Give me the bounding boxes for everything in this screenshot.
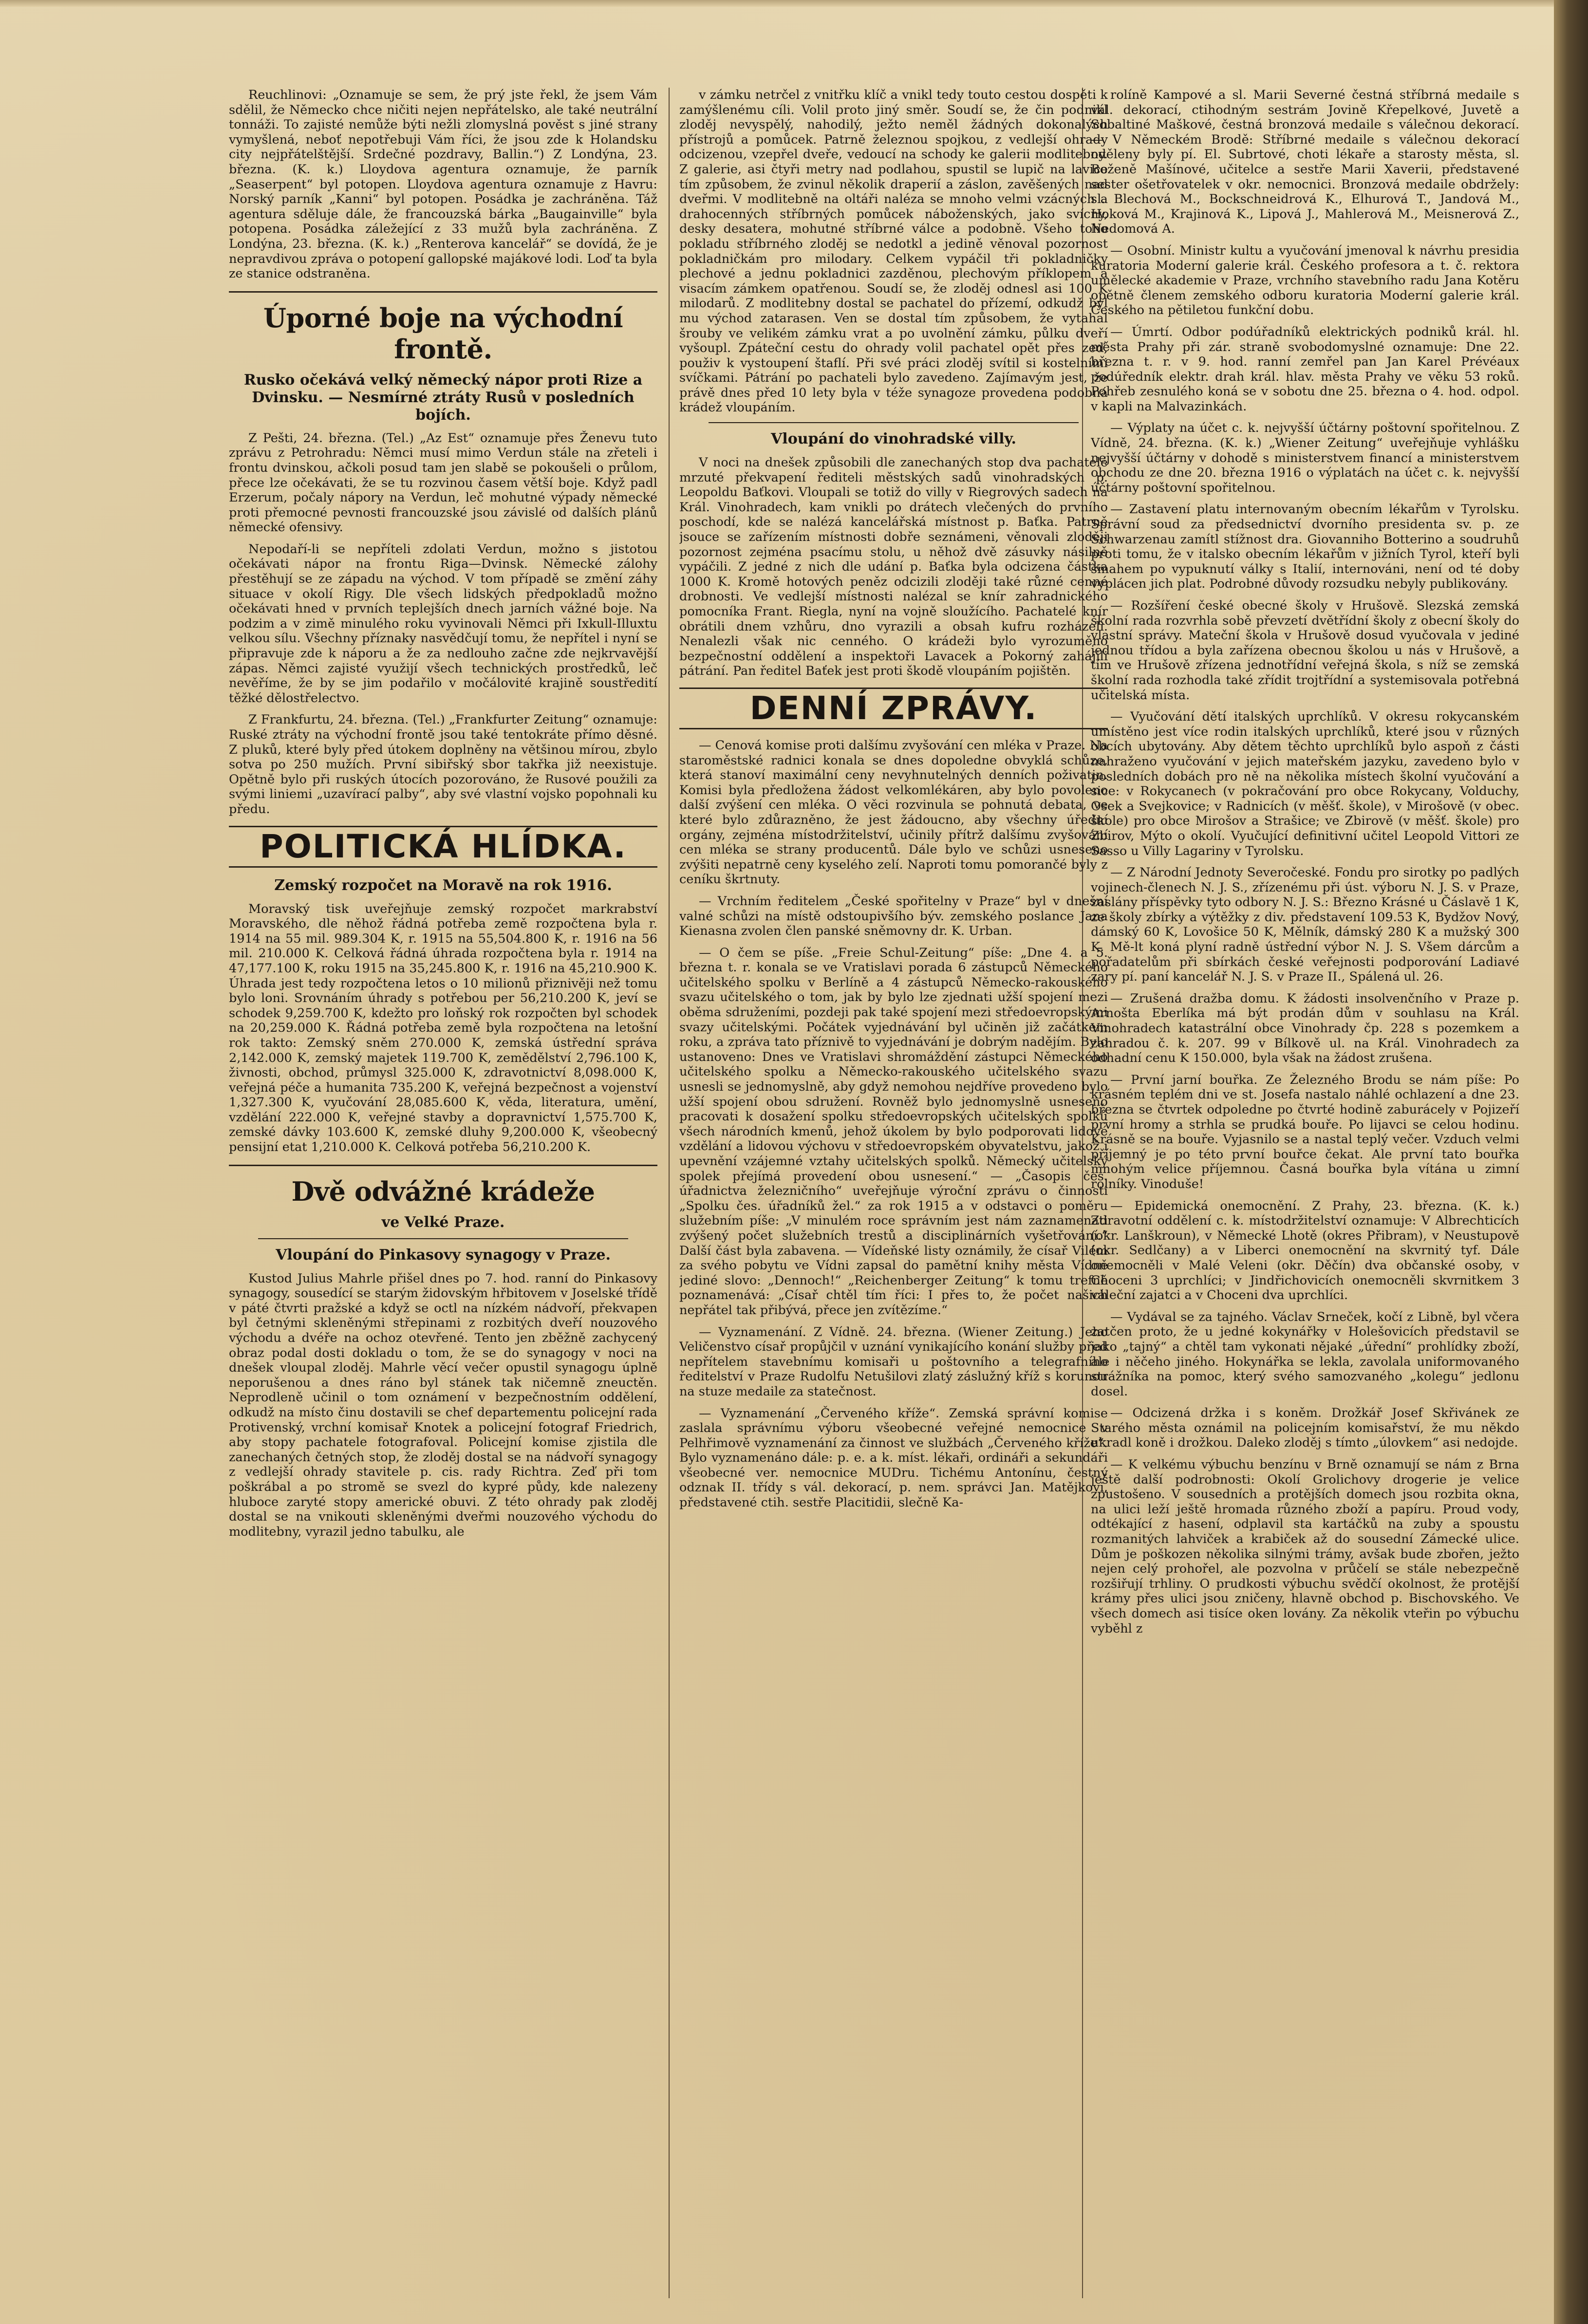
news-item: — Cenová komise proti dalšímu zvyšování cen mléka v Praze. Na staroměstské radnici konala se dnes dopoledne obvyklá schůze, která stanoví maximální ceny nevyhnutelných denních poživatin. Komisi byla předložena žádost velkomlékáren, aby bylo povoleno další zvýšení cen mléka. O věci rozvinula se pohnutá debata, ve které bylo zdůrazněno, že jest žádoucno, aby všechny úřední orgány, zejména místodržitelství, učinily přítrž dalšímu zvyšování cen mléka se strany producentů. Dále bylo ve schůzi usneseno zvýšiti nepatrně ceny kyselého zelí. Naproti tomu pomorančé byly z ceníku škrtnuty.	[679, 738, 1108, 887]
article-text: Reuchlinovi: „Oznamuje se sem, že prý jste řekl, že jsem Vám sdělil, že Německo chce ničiti nejen nepřátelsko, ale také neutrální tonnáži. To zajisté nemůže býti nežli zlomyslná pověst s jiné strany vymyšlená, neboť nepotřebuji Vám říci, že jsou zde k Holandsku city nejpřátelštější. Srdečné pozdravy, Ballin.“) Z Londýna, 23. března. (K. k.) Lloydova agentura oznamuje, že parník „Seaserpent“ byl potopen. Lloydova agentura oznamuje z Havru: Norský parník „Kanni“ byl potopen. Posádka je zachráněna. Táž agentura sděluje dále, že francouzská bárka „Baugainville“ byla potopena. Posádka záležející z 33 mužů byla zachráněna. Z Londýna, 23. března. (K. k.) „Renterova kancelář“ se dovídá, že je nepravdivou zpráva o potopení gallopské majákové lodi. Loď ta byla ze stanice odstraněna.	[229, 88, 657, 281]
divider	[709, 422, 1079, 423]
news-item: — Vrchním ředitelem „České spořitelny v Praze“ byl v dnešní valné schůzi na místě odstoupivšího býv. zemského poslance Jana Kienasna zvolen člen panské sněmovny dr. K. Urban.	[679, 893, 1108, 939]
news-item: — Rozšíření české obecné školy v Hrušově. Slezská zemská školní rada rozvrhla sobě převzetí dvětřídní školy z obecní školy do vlastní správy. Mateční škola v Hrušově dosud vyučovala v jediné jednou třídou a byla zařízena obecnou školou u nás v Hrušově, a tím ve Hrušově zřízena jednotřídní veřejná škola, s níž se zemská školní rada rozhodla také zřídit trojtřídní a systemisovala potřebná učitelská místa.	[1091, 598, 1519, 703]
section-rule	[229, 1165, 657, 1166]
article-headline: Vloupání do Pinkasovy synagogy v Praze.	[276, 1246, 611, 1264]
news-item: — Zrušená dražba domu. K žádosti insolvenčního v Praze p. Arnošta Eberlíka má být prodán dům v souhlasu na Král. Vinohradech katastrální obce Vinohrady čp. 228 s pozemkem a zahradou č. k. 207. 99 v Bílkově ul. na Král. Vinohradech za odhadní cenu K 150.000, byla však na žádost zrušena.	[1091, 991, 1519, 1066]
news-item: — Odcizená držka i s koněm. Drožkář Josef Skřivánek ze Starého města oznámil na policejním komisařství, že mu někdo ukradl koně i drožkou. Daleko zloděj s tímto „úlovkem“ asi nedojde.	[1091, 1406, 1519, 1450]
news-item: — Vyznamenání „Červeného kříže“. Zemská správní komise zaslala správnímu výboru všeobecné veřejné nemocnice v Pelhřimově vyznamenání za činnost ve službách „Červeného kříže“. Bylo vyznamenáno dále: p. e. a k. míst. lékaři, ordináři a sekundáři všeobecné ver. nemocnice MUDru. Tichému Antonínu, čestný odznak II. třídy s vál. dekorací, p. nem. správci Jan. Matějkovi, představené ctih. sestře Placitidii, slečně Ka-	[679, 1406, 1108, 1510]
article-paragraph: Z Frankfurtu, 24. března. (Tel.) „Frankfurter Zeitung“ oznamuje: Ruské ztráty na východní frontě jsou také tentokráte přímo děsné. Z pluků, které byly před útokem doplněny na většinou mírou, zbylo sotva po 250 mužích. První sibiřský sbor takřka již neexistuje. Opětně bylo při ruských útocích pozorováno, že Rusové použili za svými liniemi „uzavírací palby“, aby své vlastní vojsko popohnali ku předu.	[229, 712, 657, 817]
column-divider	[669, 88, 670, 2298]
news-item: — O čem se píše. „Freie Schul-Zeitung“ píše: „Dne 4. a 5. března t. r. konala se ve Vratislavi porada 6 zástupců Německého učitelského spolku v Berlíně a 4 zástupců Německo-rakouského svazu učitelského o tom, jak by bylo lze zjednati užší spojení mezi oběma sdruženími, pozdeji pak také spojení mezi středoevropskými svazy učitelskými. Počátek vyjednávání byl učiněn již začátkem roku, a zpráva tato příznivě to vyjednávání je dobrým nadějím. Bylo ustanoveno: Dnes ve Vratislavi shromáždění zástupci Německého učitelského spolku a Německo-rakouského učitelského svazu usnesli se jednomyslně, aby gdyž nemohou nejdříve provedeno bylo užší spojení obou sdružení. Rovněž bylo jednomyslně usneseno pracovati k dosažení spolku středoevropských učitelských spolků všech národních kmenů, jehož úkolem by bylo podporovati lidové vzdělání a lidovou výchovu v středoevropském obyvatelstvu, jakož i upevnění vzájemné vztahy učitelských spolků. Německý učitelský spolek přejímá provedení obou usnesení.“ — „Časopis čes. úřadnictva železničního“ uveřejňuje výroční zprávu o činnosti „Spolku čes. úřadníků žel.“ za rok 1915 a v odstavci o poměru služebním píše: „V minulém roce správním jest nám zaznamenati zvýšený počet služebních trestů a disciplinárních vyšetřování.“ Další část byla zabavena. — Vídeňské listy oznámily, že císař Vilém za svého pobytu ve Vídni zapsal do pamětní knihy města Vídně jediné slovo: „Dennoch!“ „Reichenberger Zeitung“ k tomu trefně poznamenává: „Císař chtěl tím říci: I přes to, že počet našich nepřátel tak přibývá, přece jen zvítězíme.“	[679, 945, 1108, 1318]
news-item: — Výplaty na účet c. k. nejvyšší účtárny poštovní spořitelnou. Z Vídně, 24. března. (K. k.) „Wiener Zeitung“ uveřejňuje vyhlášku nejvyšší účtárny v dohodě s ministerstvem financí a ministerstvem obchodu ze dne 20. března 1916 o výplatách na účet c. k. nejvyšší účtárny poštovní spořitelnou.	[1091, 421, 1519, 495]
article-paragraph: Kustod Julius Mahrle přišel dnes po 7. hod. ranní do Pinkasovy synagogy, sousedící se starým židovským hřbitovem v Joselské třídě v páté čtvrti pražské a když se octl na nízkém nádvoří, překvapen byl četnými skleněnými střepinami z rozbitých dveří nouzového východu a dvéře na ochoz otevřené. Tento jen zběžně zachycený obraz podal dosti dokladu o tom, že se do synagogy v noci na dnešek vloupal zloděj. Mahrle věcí večer opustil synagogu úplně neporušenou a dnes ráno byl stánek tak ničemně zneuctěn. Neprodleně učinil o tom oznámení v bezpečnostním oddělení, odkudž na místo činu dostavili se chef departementu policejní rada Protivenský, vrchní komisař Knotek a policejní fotograf Friedrich, aby stopy pachatele fotografoval. Policejní komise zjistila dle zanechaných četných stop, že zloděj dostal se na nádvoří synagogy z vedlejší ohrady stavitele p. cis. rady Richtra. Zeď při tom poškrábal a po stromě se svezl do kypré půdy, kde nalezeny hluboce zaryté stopy americké obuvi. Z této ohrady pak zloděj dostal se na vnikouti skleněnými dveřmi nouzového východu do modlitebny, vyrazil jedno tabulku, ale	[229, 1271, 657, 1539]
news-item: — Úmrtí. Odbor podúřadníků elektrických podniků král. hl. města Prahy při zár. straně svobodomyslné oznamuje: Dne 22. března t. r. v 9. hod. ranní zemřel pan Jan Karel Prévéaux podúředník elektr. drah král. hlav. města Prahy ve věku 53 roků. Pohřeb zesnulého koná se v sobotu dne 25. března o 4. hod. odpol. v kapli na Malvazinkách.	[1091, 324, 1519, 414]
column-1	[229, 88, 657, 2288]
news-item: — Vydával se za tajného. Václav Srneček, kočí z Libně, byl včera zatčen proto, že u jedné kokynářky v Holešovicích představil se jako „tajný“ a chtěl tam vykonati nějaké „úřední“ prohlídky zboží, ale i něčeho jiného. Hokynářka se lekla, zavolala uniformovaného strážníka na pomoc, který svého samozvaného „kolegu“ jedlonu dosel.	[1091, 1309, 1519, 1399]
article-headline: Zemský rozpočet na Moravě na rok 1916.	[274, 876, 612, 894]
section-heading: DENNÍ ZPRÁVY.	[679, 688, 1108, 729]
section-rule	[229, 291, 657, 293]
section-heading: POLITICKÁ HLÍDKA.	[229, 826, 657, 868]
news-item: — Osobní. Ministr kultu a vyučování jmenoval k návrhu presidia kuratoria Moderní galerie král. Českého profesora a t. č. rektora umělecké akademie v Praze, vrchního stavebního radu Jana Kotěru opětně členem zemského odboru kuratoria Moderní galerie král. Českého na pětiletou funkční dobu.	[1091, 243, 1519, 318]
article-paragraph: Z Pešti, 24. března. (Tel.) „Az Est“ oznamuje přes Ženevu tuto zprávu z Petrohradu: Němci musí mimo Verdun stále na zřeteli i frontu dvinskou, ačkoli posud tam jen slabě se pokoušeli o průlom, přece lze očekávati, že se tu rozvinou časem větší boje. Když padl Erzerum, počaly nápory na Verdun, leč mohutné výpady německé proti přemocné pevnosti francouzské jsou závislé od dalších plánů německé ofensivy.	[229, 430, 657, 535]
news-item: — Vyznamenání. Z Vídně. 24. března. (Wiener Zeitung.) Jeho Veličenstvo císař propůjčil v uznání vynikajícího konání služby před nepřítelem stavebnímu komisaři u poštovního a telegrafního ředitelství v Praze Rudolfu Netušilovi zlatý záslužný kříž s korunou na stuze medaile za statečnost.	[679, 1324, 1108, 1399]
news-item: — První jarní bouřka. Ze Železného Brodu se nám píše: Po krásném teplém dni ve st. Josefa nastalo náhlé ochlazení a dne 23. března se čtvrtek odpoledne po čtvrté hodině zaburácely v Pojizeří první hromy a strhla se prudká bouře. Po lijavci se celou hodinu. Krásně se na bouře. Vyjasnilo se a nastal teplý večer. Vzduch velmi příjemný je po této první bouřce čekat. Ale první tato bouřka mnohým velice příjemnou. Časná bouřka byla vítána u zimní rolníky. Vinoduše!	[1091, 1072, 1519, 1191]
news-item: rolíně Kampové a sl. Marii Severné čestná stříbrná medaile s vál. dekorací, ctihodným sestrám Jovině Křepelkové, Juvetě a Sobaltiné Maškové, čestná bronzová medaile s válečnou dekorací. — V Německém Brodě: Stříbrné medaile s válečnou dekorací oděleny byly pí. El. Subrtové, choti lékaře a starosty města, sl. Boženě Mašínové, učitelce a sestře Marii Xaverii, představené sester ošetřovatelek v okr. nemocnici. Bronzová medaile obdržely: sl. Blechová M., Bockschneidrová K., Elhurová T., Jandová M., Hoková M., Krajinová K., Lipová J., Mahlerová M., Meisnerová Z., Nedomová A.	[1091, 88, 1519, 237]
article-headline: Vloupání do vinohradské villy.	[771, 430, 1016, 448]
news-item: — Epidemická onemocnění. Z Prahy, 23. března. (K. k.) Zdravotní oddělení c. k. místodržitelství oznamuje: V Albrechticích (okr. Lanškroun), v Německé Lhotě (okres Přibram), v Neustupově (okr. Sedlčany) a v Liberci onemocnění na skvrnitý tyf. Dále onemocněli v Malé Veleni (okr. Děčín) dva občanské osoby, v Choceni 3 uprchlíci; v Jindřichovicích onemocněli skvrnitkem 3 váleční zajatci a v Choceni dva uprchlíci.	[1091, 1198, 1519, 1303]
page-top-edge	[0, 0, 1588, 7]
news-item: — Vyučování dětí italských uprchlíků. V okresu rokycanském umístěno jest více rodin italských uprchlíků, které jsou v různých obcích ubytovány. Aby dětem těchto uprchlíků bylo aspoň z části nahraženo vyučování v jejich mateřském jazyku, zavedeno bylo v posledních dobách pro ně na několika místech školní vyučování a sice: v Rokycanech (v pokračování pro obce Rokycany, Volduchy, Osek a Svejkovice; v Radnicích (v měšť. škole), v Mirošově (v obec. škole) pro obce Mirošov a Strašice; ve Zbirově (v měšť. škole) pro Zbirov, Mýto o okolí. Vyučující definitivní učitel Leopold Vittori ze Sasso u Villy Lagariny v Tyrolsku.	[1091, 709, 1519, 858]
article-headline: Úporné boje na východní frontě.	[263, 302, 623, 365]
news-item: — Zastavení platu internovaným obecním lékařům v Tyrolsku. Správní soud za předsednictví dvorního presidenta sv. p. ze Schwarzenau zamítl stížnost dra. Giovanniho Botterino a soudruhů proti tomu, že v italsko obecním lékařům v jižních Tyrol, kteří byli šmahem po vypuknutí války s Italií, internováni, není od té doby vyplácen jich plat. Podrobné důvody rozsudku nebyly publikovány.	[1091, 502, 1519, 592]
article-subheadline: Rusko očekává velký německý nápor proti Rize a Dvinsku. — Nesmírné ztráty Rusů v posledních bojích.	[243, 371, 643, 424]
column-2	[679, 88, 1108, 2288]
news-item: — Z Národní Jednoty Severočeské. Fondu pro sirotky po padlých vojinech-členech N. J. S., zřízenému při úst. výboru N. J. S. v Praze, zaslány příspěvky tyto odbory N. J. S.: Březno Krásné u Čáslavě 1 K, ze školy zbírky a výtěžky z div. představení 109.53 K, Bydžov Nový, dámský 60 K, Lovošice 50 K, Mělník, dámský 280 K a mužský 300 K. Mě-lt koná plyní radně ústřední výbor N. J. S. Všem dárcům a pořadatelům při sbírkách české veřejnosti podporování Ladiavé zary pí. paní kancelář N. J. S. v Praze II., Spálená ul. 26.	[1091, 865, 1519, 985]
page-binding-edge	[1554, 0, 1588, 2324]
news-item: — K velkému výbuchu benzínu v Brně oznamují se nám z Brna ještě další podrobnosti: Okolí Grolichovy drogerie je velice zpustošeno. V sousedních a protějších domech jsou rozbita okna, na ulici leží ještě hromada různého zboží a papíru. Proud vody, odtékající z hasení, odplavil sta kartáčků na zuby a spoustu rozmanitých lahviček a krabiček až do sousední Zámecké ulice. Dům je poškozen několika silnými trámy, avšak bude zbořen, ježto nejen celý prohořel, ale pozvolna v průčelí se stále nebezpečně rozšiřují trhliny. O prudkosti výbuchu svědčí okolnost, že protější krámy přes ulici jsou zničeny, hlavně obchod p. Bischovského. Ve všech domech asi tisíce oken lovány. Za několik vteřin po výbuchu vyběhl z	[1091, 1457, 1519, 1636]
article-paragraph: Moravský tisk uveřejňuje zemský rozpočet markrabství Moravského, dle něhož řádná potřeba země rozpočtena byla r. 1914 na 55 mil. 989.304 K, r. 1915 na 55,504.800 K, r. 1916 na 56 mil. 210.000 K. Celková řádná úhrada rozpočtena byla r. 1914 na 47,177.100 K, roku 1915 na 35,245.800 K, r. 1916 na 45,210.900 K. Úhrada jest tedy rozpočtena letos o 10 milionů přiznivěji než tomu bylo loni. Srovnáním úhrady s potřebou per 56,210.200 K, jeví se schodek 9,259.700 K, kdežto pro loňský rok rozpočten byl schodek na 20,259.000 K. Řádná potřeba země byla rozpočtena na letošní rok takto: Zemský sněm 270.000 K, zemská ústřední správa 2,142.000 K, zemský majetek 119.700 K, zemědělství 2,796.100 K, živnosti, obchod, průmysl 325.000 K, zdravotnictví 8,098.000 K, veřejná péče a humanita 735.200 K, veřejná bezpečnost a vojenství 1,327.300 K, vyučování 28,085.600 K, věda, literatura, umění, vzdělání 222.000 K, veřejné stavby a dopravnictví 1,575.700 K, zemské dávky 103.600 K, zemské dluhy 9,200.000 K, všeobecný pensijní etat 1,210.000 K. Celková potřeba 56,210.200 K.	[229, 901, 657, 1155]
article-paragraph: V noci na dnešek způsobili dle zanechaných stop dva pachatelé mrzuté překvapení řediteli městských sadů vinohradských p. Leopoldu Baťkovi. Vloupali se totiž do villy v Riegrových sadech na Král. Vinohradech, kam vnikli po drátech vlečených do prvního poschodí, kde se nalézá kancelářská místnost p. Baťka. Patrně jsouce se zařízením místnosti dobře seznámeni, věnovali zloději pozornost zejména psacímu stolu, u něhož dvě zásuvky násilně vypáčili. Z jedné z nich dle udání p. Baťka byla odcizena částka 1000 K. Kromě hotových peněz odcizili zloději také různé cenné drobnosti. Ve vedlejší místnosti nalézal se knír zahradnického pomocníka Frant. Riegla, nyní na vojně sloužícího. Pachatelé knír obrátili dnem vzhůru, dno vyrazili a obsah kufru rozházeli. Nenalezli však nic cenného. O krádeži bylo vyrozuměno bezpečnostní oddělení a inspektoři Lavacek a Pokorný zahájili pátrání. Pan ředitel Baťek jest proti škodě vloupáním pojištěn.	[679, 455, 1108, 679]
column-3	[1091, 88, 1519, 2288]
article-subheadline: ve Velké Praze.	[381, 1213, 505, 1231]
article-paragraph: Nepodaří-li se nepříteli zdolati Verdun, možno s jistotou očekávati nápor na frontu Riga—Dvinsk. Německé zálohy přestěhují se ze západu na východ. V tom případě se změní záhy situace v okolí Rigy. Dle všech lidských předpokladů možno očekávati hned v prvních teplejších dnech jarních vážné boje. Na podzim a v zimě minulého roku vyvinovali Němci při Ixkull-Illuxtu velkou sílu. Všechny příznaky nasvědčují tomu, že nepřítel i nyní se připravuje zde k náporu a že za nedlouho začne zde nejkrvavější zápas. Němci zajisté využijí všech technických prostředků, leč nevěříme, že by se jim podařilo v močálovité krajině soustředití těžké dělostřelectvo.	[229, 541, 657, 706]
article-paragraph: v zámku netrčel z vnitřku klíč a vnikl tedy touto cestou dospěti k zamýšlenému cíli. Volil proto jiný směr. Soudí se, že čin podnikl zloděj nevyspělý, nahodilý, ježto neměl žádných dokonalých přístrojů a pomůcek. Patrně železnou spojkou, z vedlejší ohrady odcizenou, vzepřel dveře, vedoucí na schody ke galerii modlitebny. Z galerie, asi čtyři metry nad podlahou, spustil se lupič na lavice tím způsobem, že zvinul několik draperií a záslon, zavěšených nad dveřmi. V modlitebně na oltáři naléza se mnoho velmi vzácných a drahocenných stříbrných pomůcek náboženských, jako svícny, desky desatera, mohutné stříbrné válce a podobně. Všeho toho pokladu stříbrného zloděj se nedotkl a jedině věnoval pozornost pokladničkám pro milodary. Celkem vypáčil tři pokladničky plechové a jednu pokladnici zazděnou, plechovým příklopem a visacím zámkem opatřenou. Soudí se, že zloděj odnesl asi 100 K milodarů. Z modlitebny dostal se pachatel do přízemí, odkudž byl mu východ zatarasen. Ven se dostal tím způsobem, že vytahal šrouby ve velikém zámku vrat a po uvolnění zámku, půlku dveří vyšoupl. Zpáteční cestu do ohrady volil pachatel opět přes zeď, použiv k vystoupení štaflí. Při své práci zloděj svítil si kostelními svíčkami. Pátrání po pachateli bylo zavedeno. Zajímavým jest, že právě dnes před 10 lety byla v téže synagoze provedena podobná krádež vloupáním.	[679, 88, 1108, 415]
article-headline: Dvě odvážné krádeže	[291, 1175, 595, 1207]
divider	[258, 1238, 628, 1239]
